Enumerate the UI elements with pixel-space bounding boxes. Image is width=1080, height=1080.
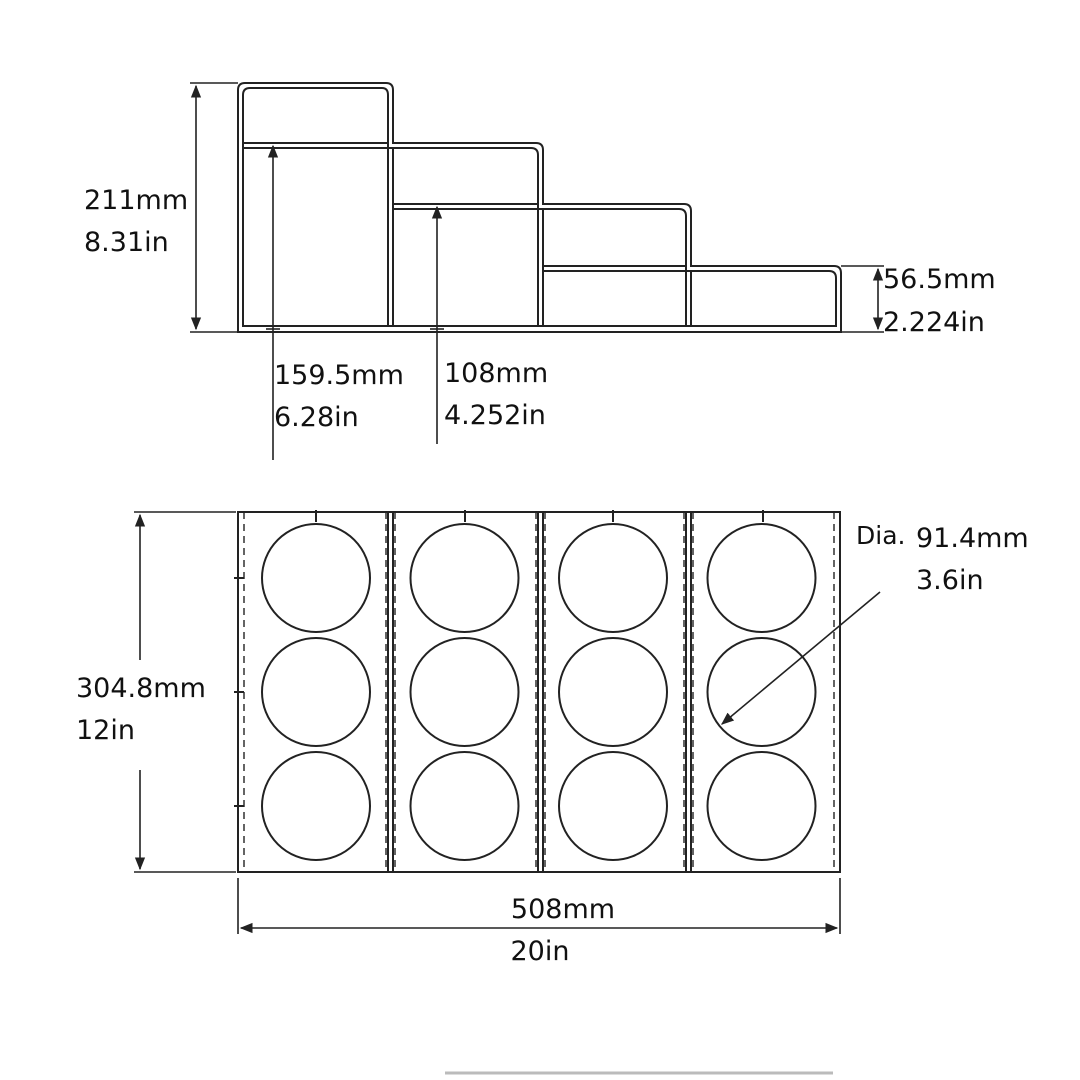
cup-hole <box>262 638 370 746</box>
tier4-height-mm-label: 56.5mm <box>883 264 996 295</box>
tier2-height-in-label: 6.28in <box>274 402 359 433</box>
tier-4-shelf <box>543 266 686 271</box>
cup-hole <box>708 752 816 860</box>
cup-hole <box>559 752 667 860</box>
width-in-label: 20in <box>510 936 570 967</box>
stepped-outline-outer <box>238 83 841 332</box>
top-view <box>234 510 840 872</box>
cup-hole <box>559 524 667 632</box>
diameter-mm-label: 91.4mm <box>916 523 1029 554</box>
cup-hole <box>411 524 519 632</box>
side-view <box>238 83 841 332</box>
top-view-dimensions <box>134 512 880 934</box>
cup-hole <box>411 752 519 860</box>
tier3-height-in-label: 4.252in <box>444 400 546 431</box>
tier-2-shelf <box>243 143 388 148</box>
cup-hole <box>262 752 370 860</box>
tier-3-shelf <box>393 204 538 209</box>
diameter-prefix-label: Dia. <box>856 521 906 550</box>
overall-height-in-label: 8.31in <box>84 227 169 258</box>
cup-hole <box>559 638 667 746</box>
tier4-height-in-label: 2.224in <box>883 307 985 338</box>
diameter-in-label: 3.6in <box>916 565 984 596</box>
width-mm-label: 508mm <box>510 894 616 925</box>
overall-height-mm-label: 211mm <box>84 185 189 216</box>
diameter-leader <box>722 592 880 724</box>
cup-hole <box>411 638 519 746</box>
tier3-height-mm-label: 108mm <box>444 358 549 389</box>
depth-in-label: 12in <box>76 715 135 746</box>
cup-hole <box>262 524 370 632</box>
stepped-outline-inner <box>243 88 836 326</box>
depth-mm-label: 304.8mm <box>76 673 206 704</box>
cup-hole <box>708 524 816 632</box>
tier2-height-mm-label: 159.5mm <box>274 360 404 391</box>
